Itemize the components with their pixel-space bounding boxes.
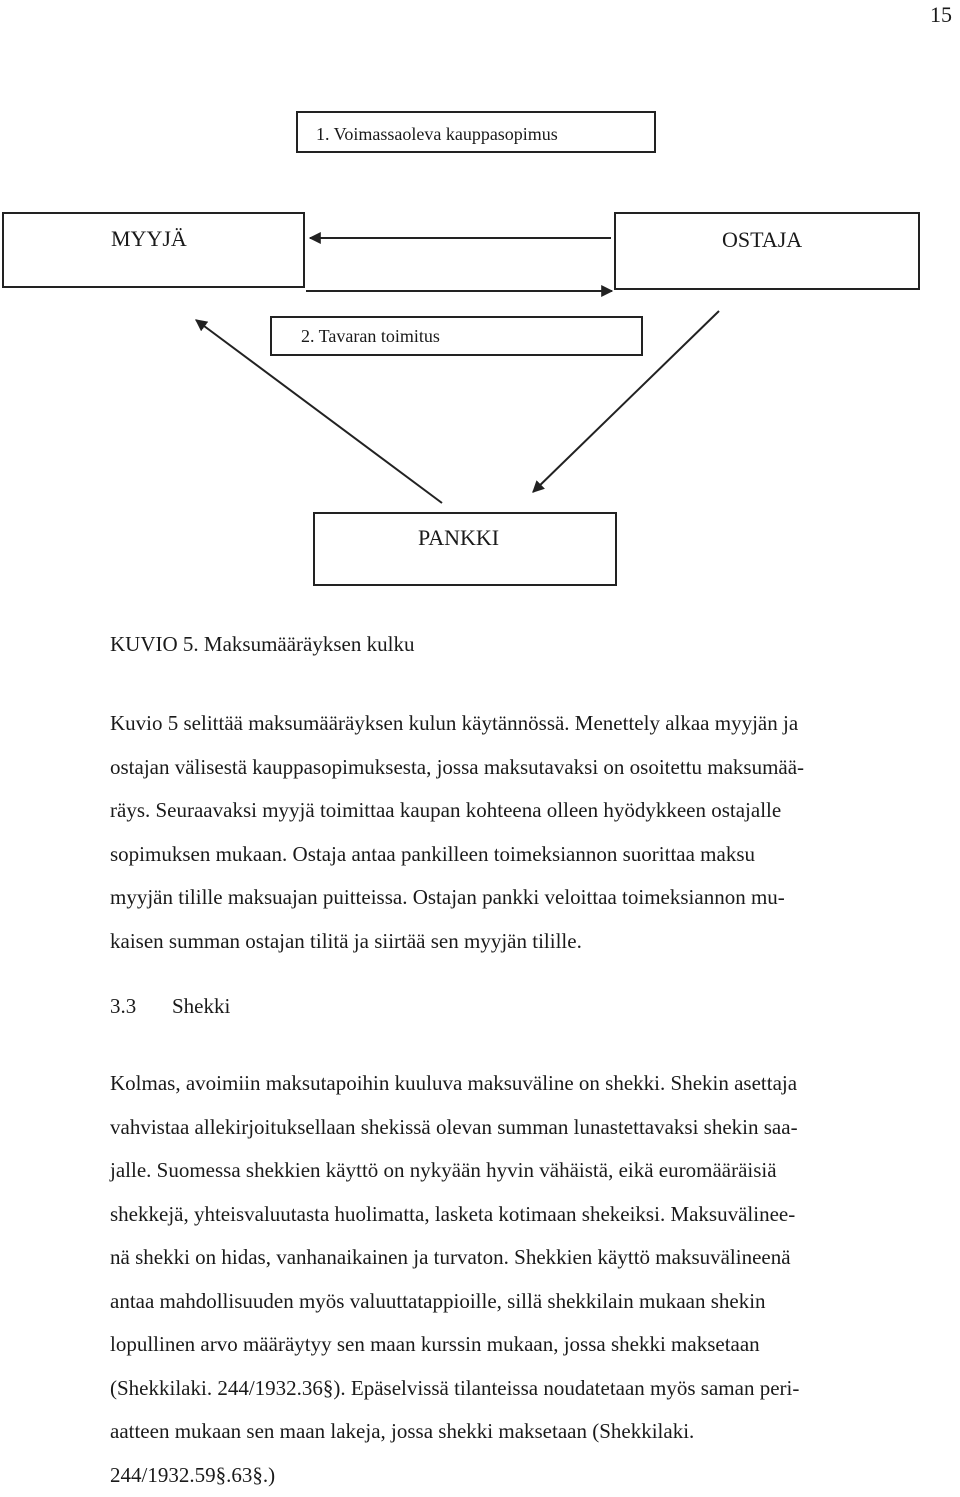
paragraph-line: Kolmas, avoimiin maksutapoihin kuuluva maksuväline on shekki. Shekin asettaja xyxy=(110,1062,950,1106)
paragraph-line: sopimuksen mukaan. Ostaja antaa pankilleen toimeksiannon suorittaa maksu xyxy=(110,833,950,877)
paragraph-line: antaa mahdollisuuden myös valuuttatappioille, sillä shekkilain mukaan shekin xyxy=(110,1280,950,1324)
contract-box xyxy=(296,111,656,153)
paragraph-line: kaisen summan ostajan tilitä ja siirtää sen myyjän tilille. xyxy=(110,920,950,964)
bank-label: PANKKI xyxy=(418,525,499,551)
seller-box xyxy=(2,212,305,288)
paragraph-line: jalle. Suomessa shekkien käyttö on nykyään hyvin vähäistä, eikä euromääräisiä xyxy=(110,1149,950,1193)
figure-caption: KUVIO 5. Maksumääräyksen kulku xyxy=(110,632,950,657)
paragraph-cheque xyxy=(110,1062,950,1497)
paragraph-line: räys. Seuraavaksi myyjä toimittaa kaupan kohteena olleen hyödykkeen ostajalle xyxy=(110,789,950,833)
delivery-box xyxy=(270,316,643,356)
page-number: 15 xyxy=(930,2,952,28)
paragraph-line: aatteen mukaan sen maan lakeja, jossa shekki maksetaan (Shekkilaki. xyxy=(110,1410,950,1454)
contract-label: 1. Voimassaoleva kauppasopimus xyxy=(316,124,558,145)
buyer-box xyxy=(614,212,920,290)
payment-order-diagram xyxy=(0,0,960,600)
diagram-arrows xyxy=(0,0,960,600)
section-number: 3.3 xyxy=(110,994,172,1019)
paragraph-line: ostajan välisestä kauppasopimuksesta, jossa maksutavaksi on osoitettu maksumää- xyxy=(110,746,950,790)
paragraph-line: vahvistaa allekirjoituksellaan shekissä olevan summan lunastettavaksi shekin saa- xyxy=(110,1106,950,1150)
section-title: Shekki xyxy=(172,994,230,1018)
paragraph-line: shekkejä, yhteisvaluutasta huolimatta, lasketa kotimaan shekeiksi. Maksuvälinee- xyxy=(110,1193,950,1237)
paragraph-line: 244/1932.59§.63§.) xyxy=(110,1454,950,1497)
paragraph-line: myyjän tilille maksuajan puitteissa. Ostajan pankki veloittaa toimeksiannon mu- xyxy=(110,876,950,920)
buyer-label: OSTAJA xyxy=(722,227,802,253)
section-heading xyxy=(110,994,950,1019)
seller-label: MYYJÄ xyxy=(111,226,187,252)
delivery-label: 2. Tavaran toimitus xyxy=(301,326,440,347)
paragraph-line: nä shekki on hidas, vanhanaikainen ja turvaton. Shekkien käyttö maksuvälineenä xyxy=(110,1236,950,1280)
paragraph-payment-order xyxy=(110,702,950,963)
paragraph-line: (Shekkilaki. 244/1932.36§). Epäselvissä tilanteissa noudatetaan myös saman peri- xyxy=(110,1367,950,1411)
bank-box xyxy=(313,512,617,586)
paragraph-line: Kuvio 5 selittää maksumääräyksen kulun käytännössä. Menettely alkaa myyjän ja xyxy=(110,702,950,746)
paragraph-line: lopullinen arvo määräytyy sen maan kurssin mukaan, jossa shekki maksetaan xyxy=(110,1323,950,1367)
